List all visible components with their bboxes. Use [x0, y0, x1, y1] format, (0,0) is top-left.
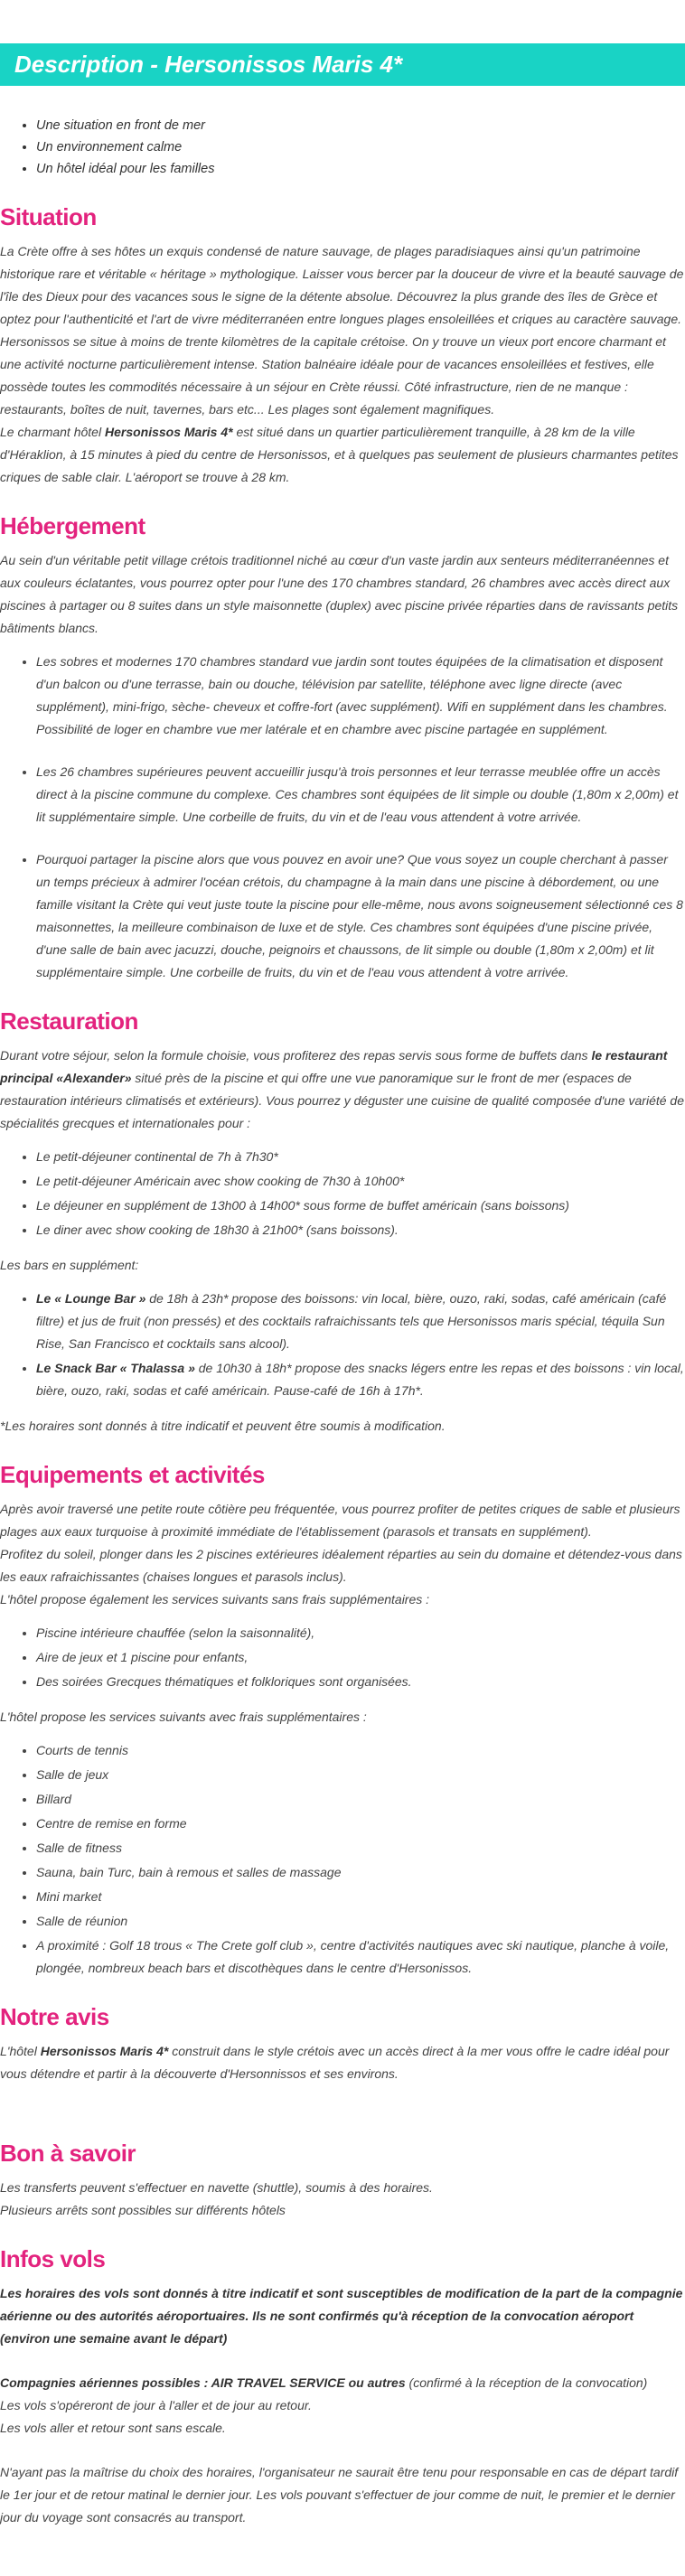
bar-list [0, 1288, 685, 1402]
room-list [0, 651, 685, 984]
list-item [36, 1288, 685, 1355]
bar-name: Le Snack Bar « Thalassa » [36, 1361, 195, 1375]
section-title-bon-a-savoir: Bon à savoir [0, 2140, 136, 2167]
page [0, 43, 685, 2576]
text: (confirmé à la réception de la convocation) [405, 2375, 648, 2390]
text: La Crète offre à ses hôtes un exquis condensé de nature sauvage, de plages paradisiaques ainsi qu'un patrimoine historique rare et véritable « héritage » mythologique. Laisser vous bercer par la douceur de vivre et la beauté sauvage de l'île des Dieux pour des vacances sous le signe de la détente absolue. Découvrez la plus grande des îles de Grèce et optez pour l'authenticité et l'art de vivre méditerranéen entre longues plages ensoleillées et criques au caractère sauvage. Hersonissos se situe à moins de trente kilomètres de la capitale crétoise. On y trouve un vieux port encore charmant et une activité nocturne particulièrement intense. Station balnéaire idéale pour de vacances ensoleillées et festives, elle possède toutes les commodités nécessaire à un séjour en Crète réussi. Côté infrastructure, rien de ne manque : restaurants, boîtes de nuit, tavernes, bars etc... Les plages sont également magnifiques. [0, 244, 684, 417]
list-item: • Salle de réunion [36, 1910, 685, 1933]
paid-services-list [0, 1739, 685, 1980]
text: Profitez du soleil, plonger dans les 2 piscines extérieures idéalement réparties au sein du domaine et détendez-vous dans les eaux rafraichissantes (chaises longues et parasols inclus). [0, 1547, 682, 1584]
vols-disclaimer: Les horaires des vols sont donnés à titre indicatif et sont susceptibles de modification de la part de la compagnie aérienne ou des autorités aéroportuaires. Ils ne sont confirmés qu'à réception de la convocation aéroport (environ une semaine avant le départ) [0, 2286, 683, 2346]
list-item: • Le diner avec show cooking de 18h30 à 21h00* (sans boissons). [36, 1219, 685, 1241]
list-item: • Une situation en front de mer [36, 115, 685, 136]
bon-a-savoir-paragraph [0, 2177, 685, 2222]
list-item: • Un environnement calme [36, 136, 685, 158]
text: Après avoir traversé une petite route côtière peu fréquentée, vous pourrez profiter de petites criques de sable et plusieurs plages aux eaux turquoise à proximité immédiate de l'établissement (parasols et transats en supplément). [0, 1502, 680, 1539]
section-title-hebergement: Hébergement [0, 512, 145, 539]
list-item: • Les 26 chambres supérieures peuvent accueillir jusqu'à trois personnes et leur terrasse meublée offre un accès direct à la piscine commune du complexe. Ces chambres sont équipées de lit simple ou double (1,80m x 2,00m) et lit supplémentaire simple. Une corbeille de fruits, du vin et de l'eau vous attendent à votre arrivée. [36, 761, 685, 829]
list-item: • Salle de jeux [36, 1764, 685, 1786]
list-item: • Aire de jeux et 1 piscine pour enfants, [36, 1646, 685, 1669]
section-title-restauration: Restauration [0, 1007, 138, 1035]
section-title-infos-vols: Infos vols [0, 2245, 106, 2272]
section-title-equipements: Equipements et activités [0, 1461, 265, 1488]
schedule-note: *Les horaires sont donnés à titre indicatif et peuvent être soumis à modification. [0, 1419, 446, 1433]
text: L'hôtel [0, 2044, 41, 2058]
paid-services-intro: L'hôtel propose les services suivants avec frais supplémentaires : [0, 1710, 367, 1724]
restauration-intro [0, 1044, 685, 1135]
list-item: • Salle de fitness [36, 1837, 685, 1859]
text: est situé dans un quartier particulièrement tranquille, à 28 km de la ville d'Héraklion, à 15 minutes à pied du centre de Hersonissos, et à quelques pas seulement de plusieurs charmantes petites criques de sable clair. L'aéroport se trouve à 28 km. [0, 425, 679, 484]
description-banner: Description - Hersonissos Maris 4* [0, 43, 685, 86]
text: de 18h à 23h* propose des boissons: vin local, bière, ouzo, raki, sodas, café américain (café filtre) et jus de fruit (non pressés) et des cocktails rafraichissants tels que Hersonissos maris spécial, téquila Sun Rise, San Francisco et cocktails sans alcool). [36, 1291, 667, 1351]
list-item: • Pourquoi partager la piscine alors que vous pouvez en avoir une? Que vous soyez un couple cherchant à passer un temps précieux à admirer l'océan crétois, du champagne à la main dans une piscine à débordement, ou une famille visitant la Crète qui veut juste toute la piscine pour elle-même, nous avons soigneusement sélectionné ces 8 maisonnettes, la meilleure combinaison de luxe et de style. Ces chambres sont équipées d'une piscine privée, d'une salle de bain avec jacuzzi, douche, peignoirs et chaussons, de lit simple ou double (1,80m x 2,00m) et lit supplémentaire simple. Une corbeille de fruits, du vin et de l'eau vous attendent à votre arrivée. [36, 848, 685, 984]
avis-paragraph [0, 2040, 685, 2085]
vols-companies [0, 2372, 685, 2440]
text: de 10h30 à 18h* propose des snacks légers entre les repas et des boissons : vin local, bière, ouzo, raki, sodas et café américain. Pause-café de 16h à 17h*. [36, 1361, 684, 1398]
text: Plusieurs arrêts sont possibles sur différents hôtels [0, 2203, 286, 2217]
text: Les vols s'opéreront de jour à l'aller et de jour au retour. [0, 2398, 312, 2412]
list-item: • A proximité : Golf 18 trous « The Crete golf club », centre d'activités nautiques avec ski nautique, planche à voile, plongée, nombreux beach bars et discothèques dans le centre d'Hersonissos. [36, 1934, 685, 1980]
hotel-name: Hersonissos Maris 4* [40, 2044, 169, 2058]
list-item: • Les sobres et modernes 170 chambres standard vue jardin sont toutes équipées de la climatisation et disposent d'un balcon ou d'une terrasse, bain ou douche, télévision par satellite, téléphone avec ligne directe (avec supplément), mini-frigo, sèche- cheveux et coffre-fort (avec supplément). Wifi en supplément dans les chambres. Possibilité de loger en chambre vue mer latérale et en chambre avec piscine partagée en supplément. [36, 651, 685, 741]
text: Durant votre séjour, selon la formule choisie, vous profiterez des repas servis sous forme de buffets dans [0, 1048, 592, 1063]
section-title-situation: Situation [0, 203, 97, 230]
list-item: • Mini market [36, 1886, 685, 1908]
text: construit dans le style crétois avec un accès direct à la mer vous offre le cadre idéal pour vous détendre et partir à la découverte d'Hersonnissos et ses environs. [0, 2044, 670, 2081]
text: Les vols aller et retour sont sans escale. [0, 2421, 226, 2435]
section-title-avis: Notre avis [0, 2003, 109, 2030]
bar-name: Le « Lounge Bar » [36, 1291, 146, 1306]
list-item: • Courts de tennis [36, 1739, 685, 1762]
list-item: • Centre de remise en forme [36, 1813, 685, 1835]
situation-paragraph [0, 240, 685, 489]
text: L'hôtel propose également les services suivants sans frais supplémentaires : [0, 1592, 430, 1606]
list-item: • Le petit-déjeuner Américain avec show cooking de 7h30 à 10h00* [36, 1170, 685, 1193]
list-item: • Piscine intérieure chauffée (selon la saisonnalité), [36, 1622, 685, 1644]
equipements-paragraph [0, 1498, 685, 1611]
text: Le charmant hôtel [0, 425, 105, 439]
vols-note: N'ayant pas la maîtrise du choix des horaires, l'organisateur ne saurait être tenu pour responsable en cas de départ tardif le 1er jour et de retour matinal le dernier jour. Les vols pouvant s'effectuer de jour comme de nuit, le premier et le dernier jour du voyage sont consacrés au transport. [0, 2465, 679, 2524]
list-item [36, 1357, 685, 1402]
text: situé près de la piscine et qui offre une vue panoramique sur le front de mer (espaces de restauration intérieurs climatisés et extérieurs). Vous pourrez y déguster une cuisine de qualité composée d'une variété de spécialités grecques et internationales pour : [0, 1071, 685, 1130]
meal-list [0, 1146, 685, 1241]
list-item: • Un hôtel idéal pour les familles [36, 158, 685, 180]
text: Les transferts peuvent s'effectuer en navette (shuttle), soumis à des horaires. [0, 2180, 433, 2195]
list-item: • Des soirées Grecques thématiques et folkloriques sont organisées. [36, 1671, 685, 1693]
list-item: • Sauna, bain Turc, bain à remous et salles de massage [36, 1861, 685, 1884]
feature-list [0, 115, 685, 180]
bars-intro: Les bars en supplément: [0, 1258, 139, 1272]
restaurant-name: le restaurant principal «Alexander» [0, 1048, 668, 1085]
list-item: • Billard [36, 1788, 685, 1811]
list-item: • Le déjeuner en supplément de 13h00 à 14h00* sous forme de buffet américain (sans boissons) [36, 1194, 685, 1217]
hebergement-intro: Au sein d'un véritable petit village crétois traditionnel niché au cœur d'un vaste jardin aux senteurs méditerranéennes et aux couleurs éclatantes, vous pourrez opter pour l'une des 170 chambres standard, 26 chambres avec accès direct aux piscines à partager ou 8 suites dans un style maisonnette (duplex) avec piscine privée réparties dans de ravissants petits bâtiments blancs. [0, 553, 679, 635]
free-services-list [0, 1622, 685, 1693]
list-item: • Le petit-déjeuner continental de 7h à 7h30* [36, 1146, 685, 1168]
hotel-name: Hersonissos Maris 4* [104, 425, 233, 439]
companies: Compagnies aériennes possibles : AIR TRAVEL SERVICE ou autres [0, 2375, 406, 2390]
